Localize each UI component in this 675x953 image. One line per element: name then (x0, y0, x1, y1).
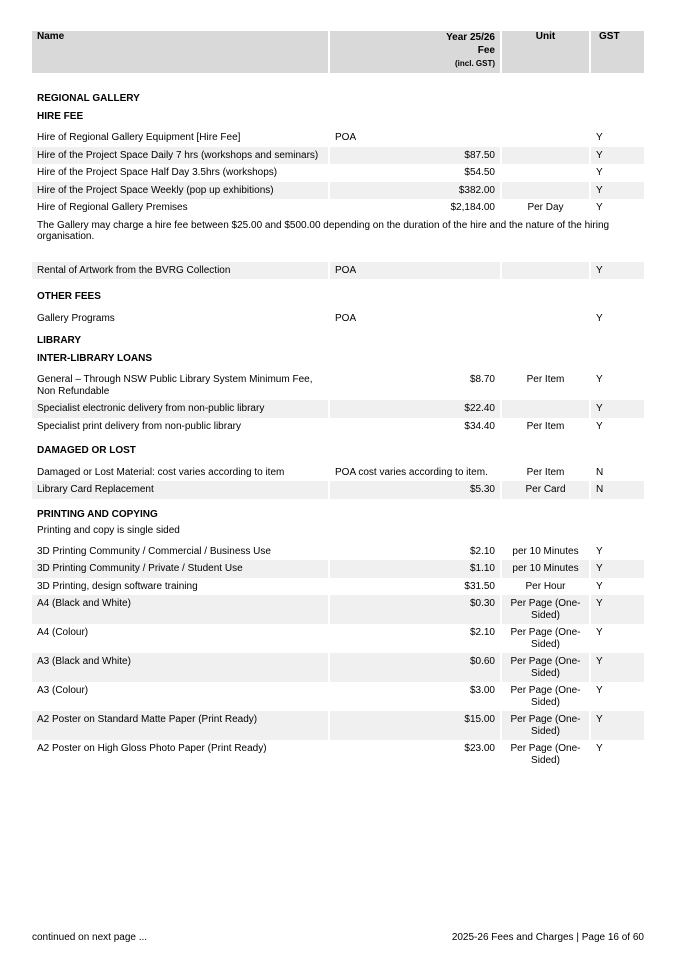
row-gst: Y (596, 580, 603, 592)
row-fee: $3.00 (469, 685, 495, 696)
table-row (32, 624, 644, 653)
table-row (32, 711, 644, 740)
table-row (32, 182, 644, 200)
table-row (32, 371, 644, 400)
row-unit: Per Page (One-Sided) (502, 711, 589, 740)
row-fee: $23.00 (464, 743, 495, 754)
table-row (32, 653, 644, 682)
table-row (32, 740, 644, 769)
subsection-title-hire-fee: HIRE FEE (37, 110, 84, 122)
subsection-title-inter-library-loans: INTER-LIBRARY LOANS (37, 352, 152, 364)
row-name: Hire of the Project Space Half Day 3.5hrs (workshops) (37, 167, 278, 178)
subsection-title-damaged-or-lost: DAMAGED OR LOST (37, 445, 136, 456)
table-row (32, 164, 644, 182)
row-fee: $382.00 (330, 182, 500, 200)
row-unit (502, 400, 589, 418)
row-unit: per 10 Minutes (502, 560, 589, 578)
header-gst: GST (591, 31, 644, 73)
row-unit (502, 164, 589, 182)
row-gst: Y (596, 132, 603, 143)
row-fee: POA (330, 262, 500, 280)
row-name: Damaged or Lost Material: cost varies according to item (37, 466, 285, 478)
row-fee: $22.40 (330, 400, 500, 418)
row-fee: $2.10 (469, 627, 495, 638)
row-unit: Per Item (526, 420, 565, 432)
row-name: A4 (Black and White) (32, 595, 328, 624)
row-name: Rental of Artwork from the BVRG Collection (32, 262, 328, 280)
row-unit: per 10 Minutes (512, 545, 579, 557)
row-name: A3 (Black and White) (32, 653, 328, 682)
row-unit: Per Item (526, 466, 565, 478)
table-row (32, 481, 644, 499)
row-gst: Y (596, 545, 603, 557)
row-unit (502, 129, 589, 147)
row-gst: N (596, 466, 604, 478)
row-unit: Per Page (One-Sided) (510, 627, 581, 650)
row-gst: Y (591, 653, 644, 682)
table-row (32, 262, 644, 280)
row-fee: $0.60 (330, 653, 500, 682)
row-name: A4 (Colour) (37, 627, 89, 638)
row-fee: $15.00 (330, 711, 500, 740)
table-row (32, 418, 644, 436)
row-gst: Y (596, 312, 603, 324)
row-fee: $34.40 (464, 420, 495, 432)
row-name: Library Card Replacement (32, 481, 328, 499)
table-header (32, 31, 644, 73)
table-row (32, 199, 644, 217)
row-gst: Y (591, 147, 644, 165)
row-gst: Y (596, 627, 603, 638)
hire-fee-note: The Gallery may charge a hire fee between $25.00 and $500.00 depending on the duration of the hire and the nature of the hiring organisation. (37, 219, 610, 242)
header-fee-label: Fee (477, 45, 495, 56)
row-unit (502, 147, 589, 165)
row-gst: N (591, 481, 644, 499)
table-row (32, 147, 644, 165)
row-gst: Y (596, 374, 603, 385)
row-name: A2 Poster on Standard Matte Paper (Print Ready) (32, 711, 328, 740)
table-row (32, 578, 644, 596)
footer-continued: continued on next page ... (32, 932, 148, 943)
row-fee: $1.10 (330, 560, 500, 578)
section-title-regional-gallery: REGIONAL GALLERY (37, 93, 140, 104)
row-name: Hire of Regional Gallery Equipment [Hire Fee] (37, 132, 241, 143)
row-fee: $0.30 (330, 595, 500, 624)
row-gst: Y (591, 560, 644, 578)
table-row (32, 129, 644, 147)
row-fee: $54.50 (464, 167, 495, 178)
header-fee-year: Year 25/26 (446, 32, 495, 43)
printing-subtitle: Printing and copy is single sided (37, 525, 180, 536)
footer-page-info: 2025-26 Fees and Charges | Page 16 of 60 (451, 932, 644, 943)
table-row (32, 310, 644, 328)
row-unit (502, 262, 589, 280)
table-row (32, 682, 644, 711)
subsection-title-other-fees: OTHER FEES (37, 291, 101, 302)
row-name: A2 Poster on High Gloss Photo Paper (Print Ready) (37, 743, 267, 754)
row-fee: POA (335, 312, 357, 324)
row-name: Hire of the Project Space Daily 7 hrs (workshops and seminars) (32, 147, 328, 165)
fees-table (30, 31, 646, 769)
row-unit: Per Hour (525, 580, 566, 592)
row-gst: Y (591, 595, 644, 624)
row-unit: Per Card (502, 481, 589, 499)
row-gst: Y (596, 202, 603, 213)
row-unit: Per Page (One-Sided) (510, 685, 581, 708)
row-name: Specialist electronic delivery from non-public library (32, 400, 328, 418)
table-row (32, 560, 644, 578)
header-fee-incl-gst: (incl. GST) (455, 59, 495, 68)
row-name: Hire of the Project Space Weekly (pop up exhibitions) (32, 182, 328, 200)
row-name: 3D Printing Community / Commercial / Business Use (37, 545, 271, 557)
row-name: General – Through NSW Public Library System Minimum Fee, Non Refundable (37, 374, 313, 397)
row-name: Gallery Programs (37, 312, 115, 324)
row-name: 3D Printing Community / Private / Student Use (32, 560, 328, 578)
row-fee: $2.10 (469, 545, 495, 557)
row-name: A3 (Colour) (37, 685, 89, 696)
row-unit: Per Day (527, 202, 564, 213)
row-gst: Y (591, 400, 644, 418)
fees-page (32, 31, 644, 769)
row-gst: Y (596, 685, 603, 696)
section-title-library: LIBRARY (37, 335, 82, 346)
row-fee: $31.50 (464, 580, 495, 592)
row-fee: POA cost varies according to item. (335, 466, 488, 478)
row-unit: Per Page (One-Sided) (510, 743, 581, 766)
row-unit: Per Item (526, 374, 565, 385)
row-gst: Y (591, 262, 644, 280)
row-fee: POA (335, 132, 357, 143)
row-fee: $8.70 (469, 374, 495, 385)
table-row (32, 400, 644, 418)
header-unit: Unit (502, 31, 589, 73)
row-unit (502, 182, 589, 200)
table-row (32, 543, 644, 561)
row-fee: $2,184.00 (450, 202, 495, 213)
row-gst: Y (591, 182, 644, 200)
row-fee: $5.30 (330, 481, 500, 499)
row-fee: $87.50 (330, 147, 500, 165)
subsection-title-printing-and-copying: PRINTING AND COPYING (37, 508, 158, 520)
row-gst: Y (596, 167, 603, 178)
row-gst: Y (591, 711, 644, 740)
row-name: 3D Printing, design software training (37, 580, 198, 592)
row-unit: Per Page (One-Sided) (502, 653, 589, 682)
row-unit: Per Page (One-Sided) (502, 595, 589, 624)
row-name: Specialist print delivery from non-public library (37, 420, 241, 432)
row-gst: Y (596, 420, 603, 432)
row-unit (502, 310, 589, 328)
table-row (32, 464, 644, 482)
row-name: Hire of Regional Gallery Premises (37, 202, 188, 213)
table-row (32, 595, 644, 624)
header-name: Name (32, 31, 328, 73)
row-gst: Y (596, 743, 603, 754)
header-fee (330, 31, 500, 73)
